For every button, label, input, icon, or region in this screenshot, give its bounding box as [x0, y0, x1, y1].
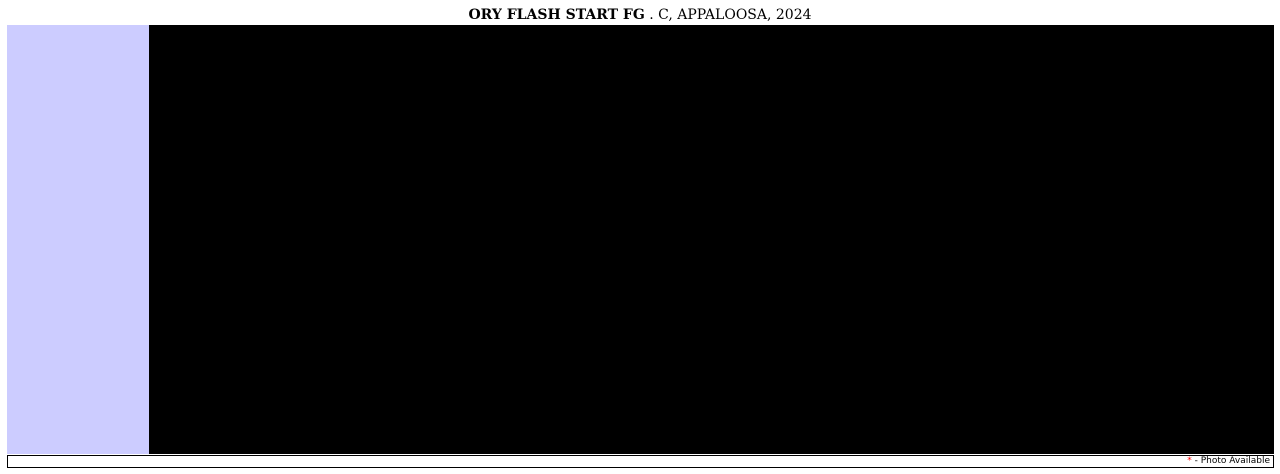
- pedigree-title: [0, 0, 1280, 25]
- legend-text: - Photo Available: [1191, 456, 1270, 466]
- pedigree-table: [7, 25, 1274, 454]
- legend-star: *: [1187, 456, 1192, 466]
- photo-legend: [7, 455, 1274, 468]
- title-details: . C, APPALOOSA, 2024: [649, 7, 812, 23]
- title-horse-name: ORY FLASH START FG: [468, 7, 645, 23]
- subject-cell: [7, 25, 149, 454]
